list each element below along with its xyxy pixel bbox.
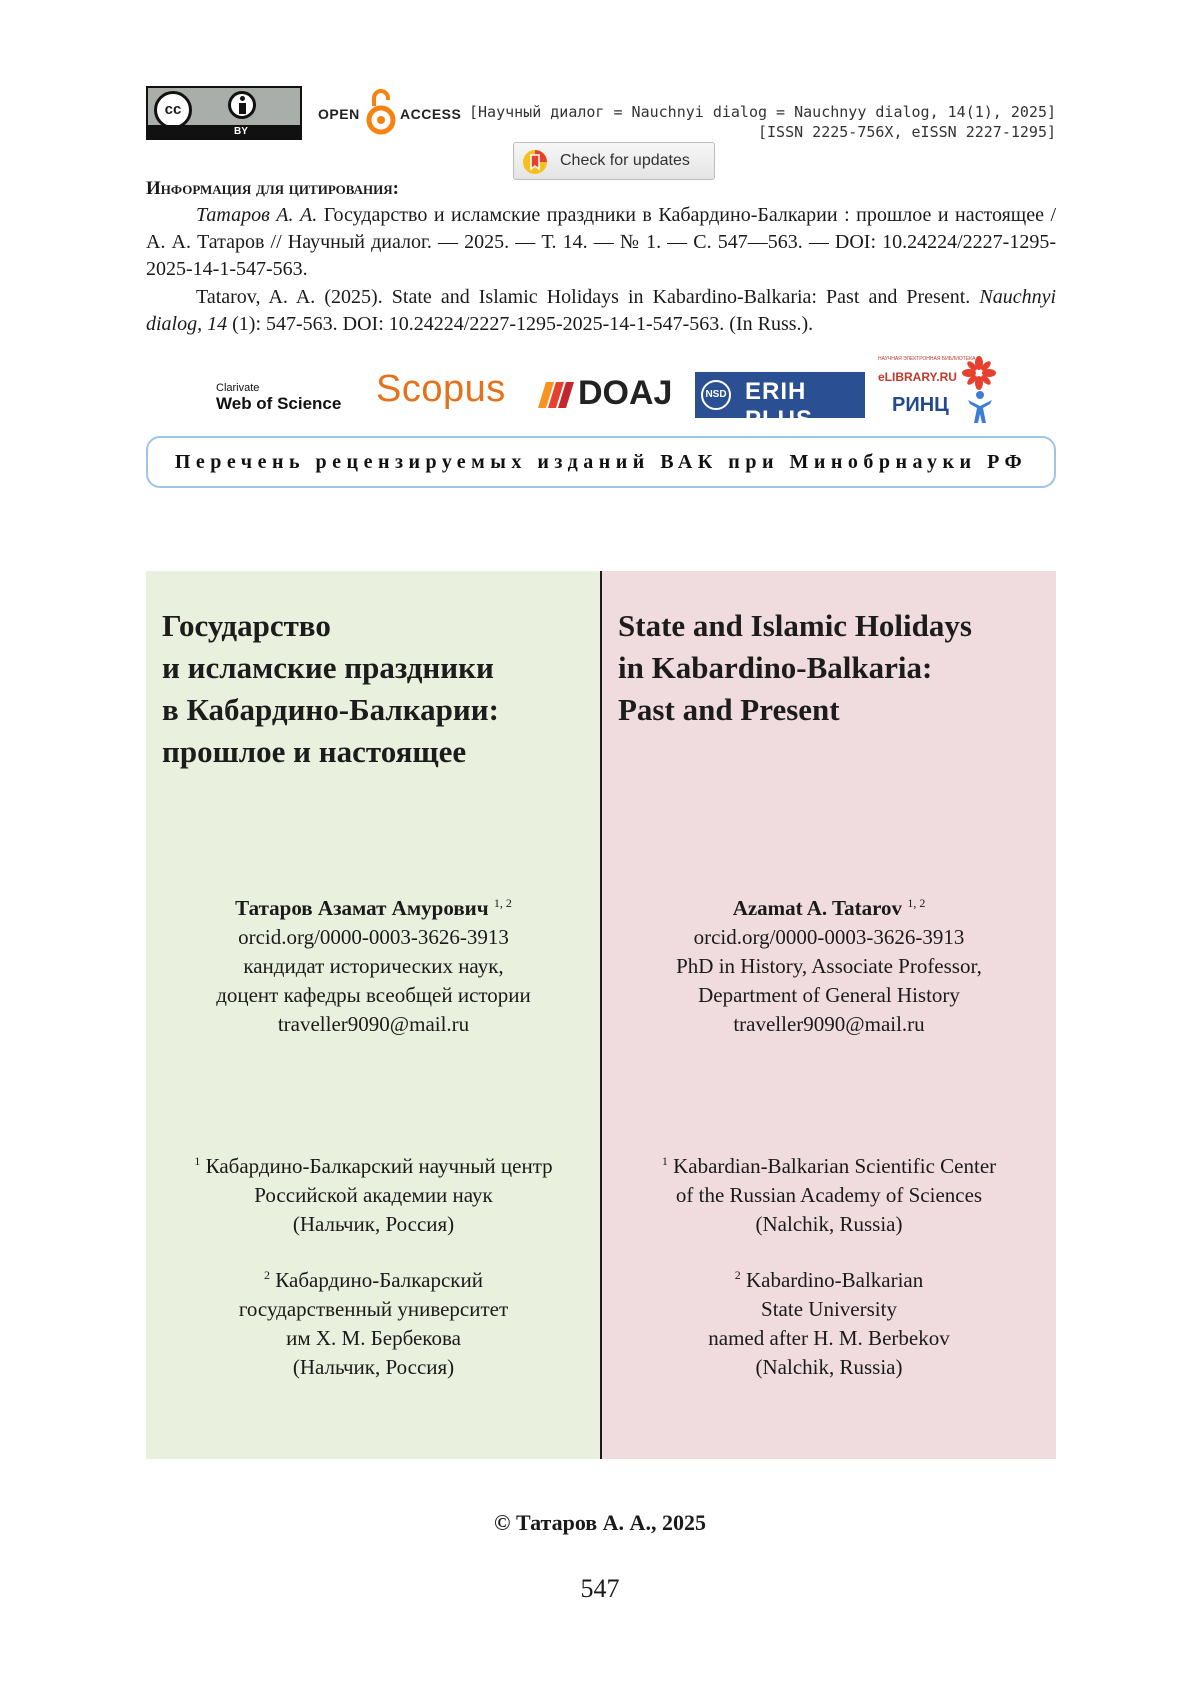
affil2-line: (Nalchik, Russia) — [602, 1353, 1056, 1382]
email-ru[interactable]: traveller9090@mail.ru — [146, 1010, 601, 1039]
cc-by-license-icon[interactable] — [146, 86, 302, 140]
affil2-sup-ru: 2 — [264, 1268, 270, 1282]
web-of-science-logo[interactable] — [216, 380, 341, 428]
elibrary-rinc-logo[interactable] — [878, 356, 998, 422]
affil2-line: named after H. M. Berbekov — [602, 1324, 1056, 1353]
citation-ru-authors: Татаров А. А. — [196, 204, 317, 226]
attribution-person-icon — [228, 91, 256, 119]
degree-ru: кандидат исторических наук, — [146, 952, 601, 981]
email-en[interactable]: traveller9090@mail.ru — [602, 1010, 1056, 1039]
affil2-line: государственный университет — [146, 1295, 601, 1324]
elibrary-tagline: НАУЧНАЯ ЭЛЕКТРОННАЯ БИБЛИОТЕКА — [878, 356, 975, 362]
author-sup-ru: 1, 2 — [494, 896, 512, 910]
citation-en-journal: Nauchnyi dialog, 14 — [146, 286, 1056, 335]
journal-ref-line1: [Научный диалог = Nauchnyi dialog = Nauchnyy dialog, 14(1), 2025] — [469, 102, 1056, 122]
affiliation-1-ru — [146, 1147, 601, 1239]
degree-en: PhD in History, Associate Professor, — [602, 952, 1056, 981]
journal-ref-line2: [ISSN 2225-756X, eISSN 2227-1295] — [469, 122, 1056, 142]
title-ru-line: Государство — [162, 605, 499, 647]
author-info-ru — [146, 889, 601, 1039]
position-en: Department of General History — [602, 981, 1056, 1010]
title-ru-line: и исламские праздники — [162, 647, 499, 689]
title-en-line: Past and Present — [618, 689, 972, 731]
russian-column — [146, 571, 601, 1459]
affil2-line: State University — [602, 1295, 1056, 1324]
affiliation-1-en — [602, 1147, 1056, 1239]
affil1-line: Кабардино-Балкарский научный центр — [206, 1154, 553, 1178]
elibrary-flower-icon — [962, 356, 996, 390]
citation-en-rest: (1): 547-563. DOI: 10.24224/2227-1295-2025-14-1-547-563. (In Russ.). — [232, 313, 813, 335]
title-ru-line: в Кабардино-Балкарии: — [162, 689, 499, 731]
license-bar — [148, 125, 300, 138]
affil2-line: Кабардино-Балкарский — [275, 1268, 483, 1292]
vak-list-banner: Перечень рецензируемых изданий ВАК при Минобрнауки РФ — [146, 436, 1056, 488]
check-updates-label: Check for updates — [560, 152, 690, 169]
affil2-line: (Нальчик, Россия) — [146, 1353, 601, 1382]
author-name-en: Azamat A. Tatarov — [733, 896, 902, 920]
erih-label: ERIH PLUS — [745, 378, 865, 434]
author-sup-en: 1, 2 — [907, 896, 925, 910]
affil1-line: of the Russian Academy of Sciences — [602, 1181, 1056, 1210]
affil1-line: Российской академии наук — [146, 1181, 601, 1210]
scopus-logo[interactable]: Scopus — [376, 368, 506, 416]
wos-label: Web of Science — [216, 394, 341, 413]
page-number: 547 — [0, 1574, 1200, 1604]
clarivate-label: Clarivate — [216, 380, 341, 396]
crossmark-icon — [522, 149, 548, 175]
title-en-line: State and Islamic Holidays — [618, 605, 972, 647]
citation-heading: Информация для цитирования: — [146, 178, 399, 200]
elibrary-label: eLIBRARY.RU — [878, 370, 957, 384]
affil1-sup-ru: 1 — [194, 1154, 200, 1168]
erih-plus-logo[interactable] — [695, 372, 865, 418]
by-label: BY — [234, 125, 248, 138]
doaj-label: DOAJ — [578, 374, 672, 412]
article-title-en — [618, 605, 972, 731]
check-for-updates-button[interactable] — [513, 142, 715, 180]
nsd-icon: NSD — [701, 380, 731, 410]
position-ru: доцент кафедры всеобщей истории — [146, 981, 601, 1010]
affil2-line: им Х. М. Бербекова — [146, 1324, 601, 1353]
affil2-line: Kabardino-Balkarian — [746, 1268, 923, 1292]
author-info-en — [602, 889, 1056, 1039]
affil1-line: Kabardian-Balkarian Scientific Center — [673, 1154, 996, 1178]
title-ru-line: прошлое и настоящее — [162, 731, 499, 773]
open-lock-icon — [366, 88, 396, 136]
affil1-sup-en: 1 — [662, 1154, 668, 1168]
doaj-logo[interactable] — [536, 374, 672, 422]
cc-icon: cc — [154, 91, 192, 129]
orcid-ru[interactable]: orcid.org/0000-0003-3626-3913 — [146, 923, 601, 952]
title-en-line: in Kabardino-Balkaria: — [618, 647, 972, 689]
doaj-icon — [536, 380, 576, 410]
access-label: ACCESS — [400, 106, 461, 122]
english-column — [602, 571, 1056, 1459]
citation-en-text: Tatarov, A. A. (2025). State and Islamic Holidays in Kabardino-Balkaria: Past and Present. — [196, 286, 970, 308]
affiliation-2-ru — [146, 1261, 601, 1382]
affil1-line: (Нальчик, Россия) — [146, 1210, 601, 1239]
rinc-label: РИНЦ — [892, 394, 949, 417]
affil2-sup-en: 2 — [735, 1268, 741, 1282]
rinc-person-icon — [966, 390, 994, 424]
affil1-line: (Nalchik, Russia) — [602, 1210, 1056, 1239]
citation-ru-text: Государство и исламские праздники в Кабардино-Балкарии : прошлое и настоящее / А. А. Татаров // Научный диалог. — 2025. — Т. 14. — № 1. — С. 547—563. — DOI: 10.24224/2227-1295-2025-14-1-547-563. — [146, 204, 1056, 280]
citation-ru — [146, 202, 1056, 283]
open-label: OPEN — [318, 106, 360, 122]
affiliation-2-en — [602, 1261, 1056, 1382]
author-name-ru: Татаров Азамат Амурович — [235, 896, 488, 920]
article-title-ru — [162, 605, 499, 773]
citation-en — [146, 284, 1056, 338]
journal-reference — [469, 102, 1056, 142]
copyright: © Татаров А. А., 2025 — [0, 1510, 1200, 1536]
orcid-en[interactable]: orcid.org/0000-0003-3626-3913 — [602, 923, 1056, 952]
